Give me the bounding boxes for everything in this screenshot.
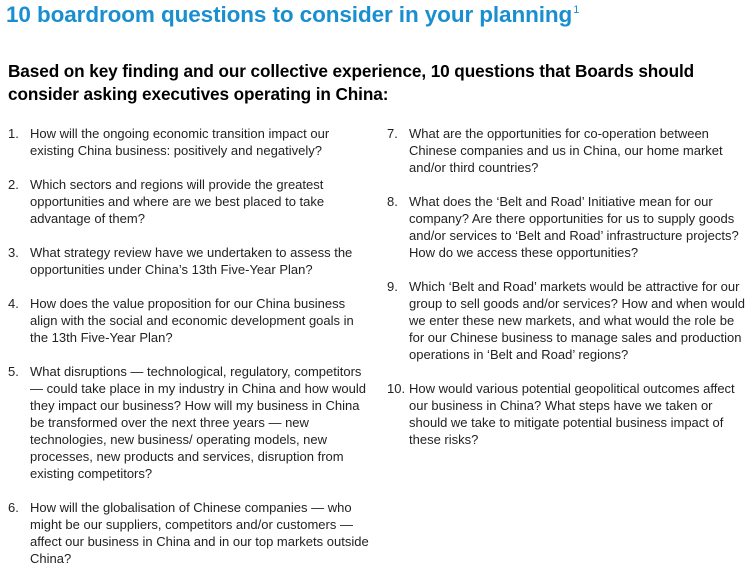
question-item (8, 363, 370, 482)
question-number: 1. (8, 126, 19, 141)
question-text: How does the value proposition for our China business align with the social and economic development goals in the 13th Five-Year Plan? (30, 296, 354, 345)
question-number: 5. (8, 364, 19, 379)
question-number: 4. (8, 296, 19, 311)
question-number: 10. (387, 381, 406, 396)
question-item (387, 380, 749, 448)
question-number: 3. (8, 245, 19, 260)
question-item (387, 278, 749, 363)
questions-left-column (8, 125, 370, 584)
footnote-marker: 1 (573, 4, 580, 16)
page-title (6, 2, 579, 28)
intro-text: Based on key finding and our collective experience, 10 questions that Boards should consider asking executives operating in China: (8, 61, 695, 104)
question-number: 7. (387, 126, 398, 141)
question-text: Which sectors and regions will provide the greatest opportunities and where are we best placed to take advantage of them? (30, 177, 325, 226)
question-text: Which ‘Belt and Road’ markets would be attractive for our group to sell goods and/or services? How and when would we enter these new markets, and what would the role be for our Chinese business to manage sales and production operations in ‘Belt and Road’ regions? (409, 279, 746, 362)
question-item (8, 295, 370, 346)
question-item (8, 244, 370, 278)
question-text: What disruptions — technological, regulatory, competitors — could take place in my industry in China and how would they impact our business? How will my business in China be transformed over the next three years — new technologies, new business/ operating models, new processes, new products and services, disruption from existing competitors? (30, 364, 367, 481)
question-text: How would various potential geopolitical outcomes affect our business in China? What steps have we taken or should we take to mitigate potential business impact of these risks? (409, 381, 735, 447)
question-text: What are the opportunities for co-operation between Chinese companies and us in China, our home market and/or third countries? (409, 126, 723, 175)
question-number: 8. (387, 194, 398, 209)
question-item (387, 125, 749, 176)
question-item (387, 193, 749, 261)
question-item (8, 125, 370, 159)
question-text: How will the ongoing economic transition impact our existing China business: positively and negatively? (30, 126, 330, 158)
question-text: What strategy review have we undertaken to assess the opportunities under China’s 13th Five-Year Plan? (30, 245, 353, 277)
questions-right-column (387, 125, 749, 465)
question-number: 9. (387, 279, 398, 294)
page-title-text: 10 boardroom questions to consider in your planning (6, 2, 573, 27)
question-text: How will the globalisation of Chinese companies — who might be our suppliers, competitors and/or customers — affect our business in China and in our top markets outside China? (30, 500, 369, 566)
question-number: 6. (8, 500, 19, 515)
question-item (8, 176, 370, 227)
question-text: What does the ‘Belt and Road’ Initiative mean for our company? Are there opportunities for us to supply goods and/or services to ‘Belt and Road’ infrastructure projects? How do we access these opportunities? (409, 194, 739, 260)
question-number: 2. (8, 177, 19, 192)
question-item (8, 499, 370, 567)
